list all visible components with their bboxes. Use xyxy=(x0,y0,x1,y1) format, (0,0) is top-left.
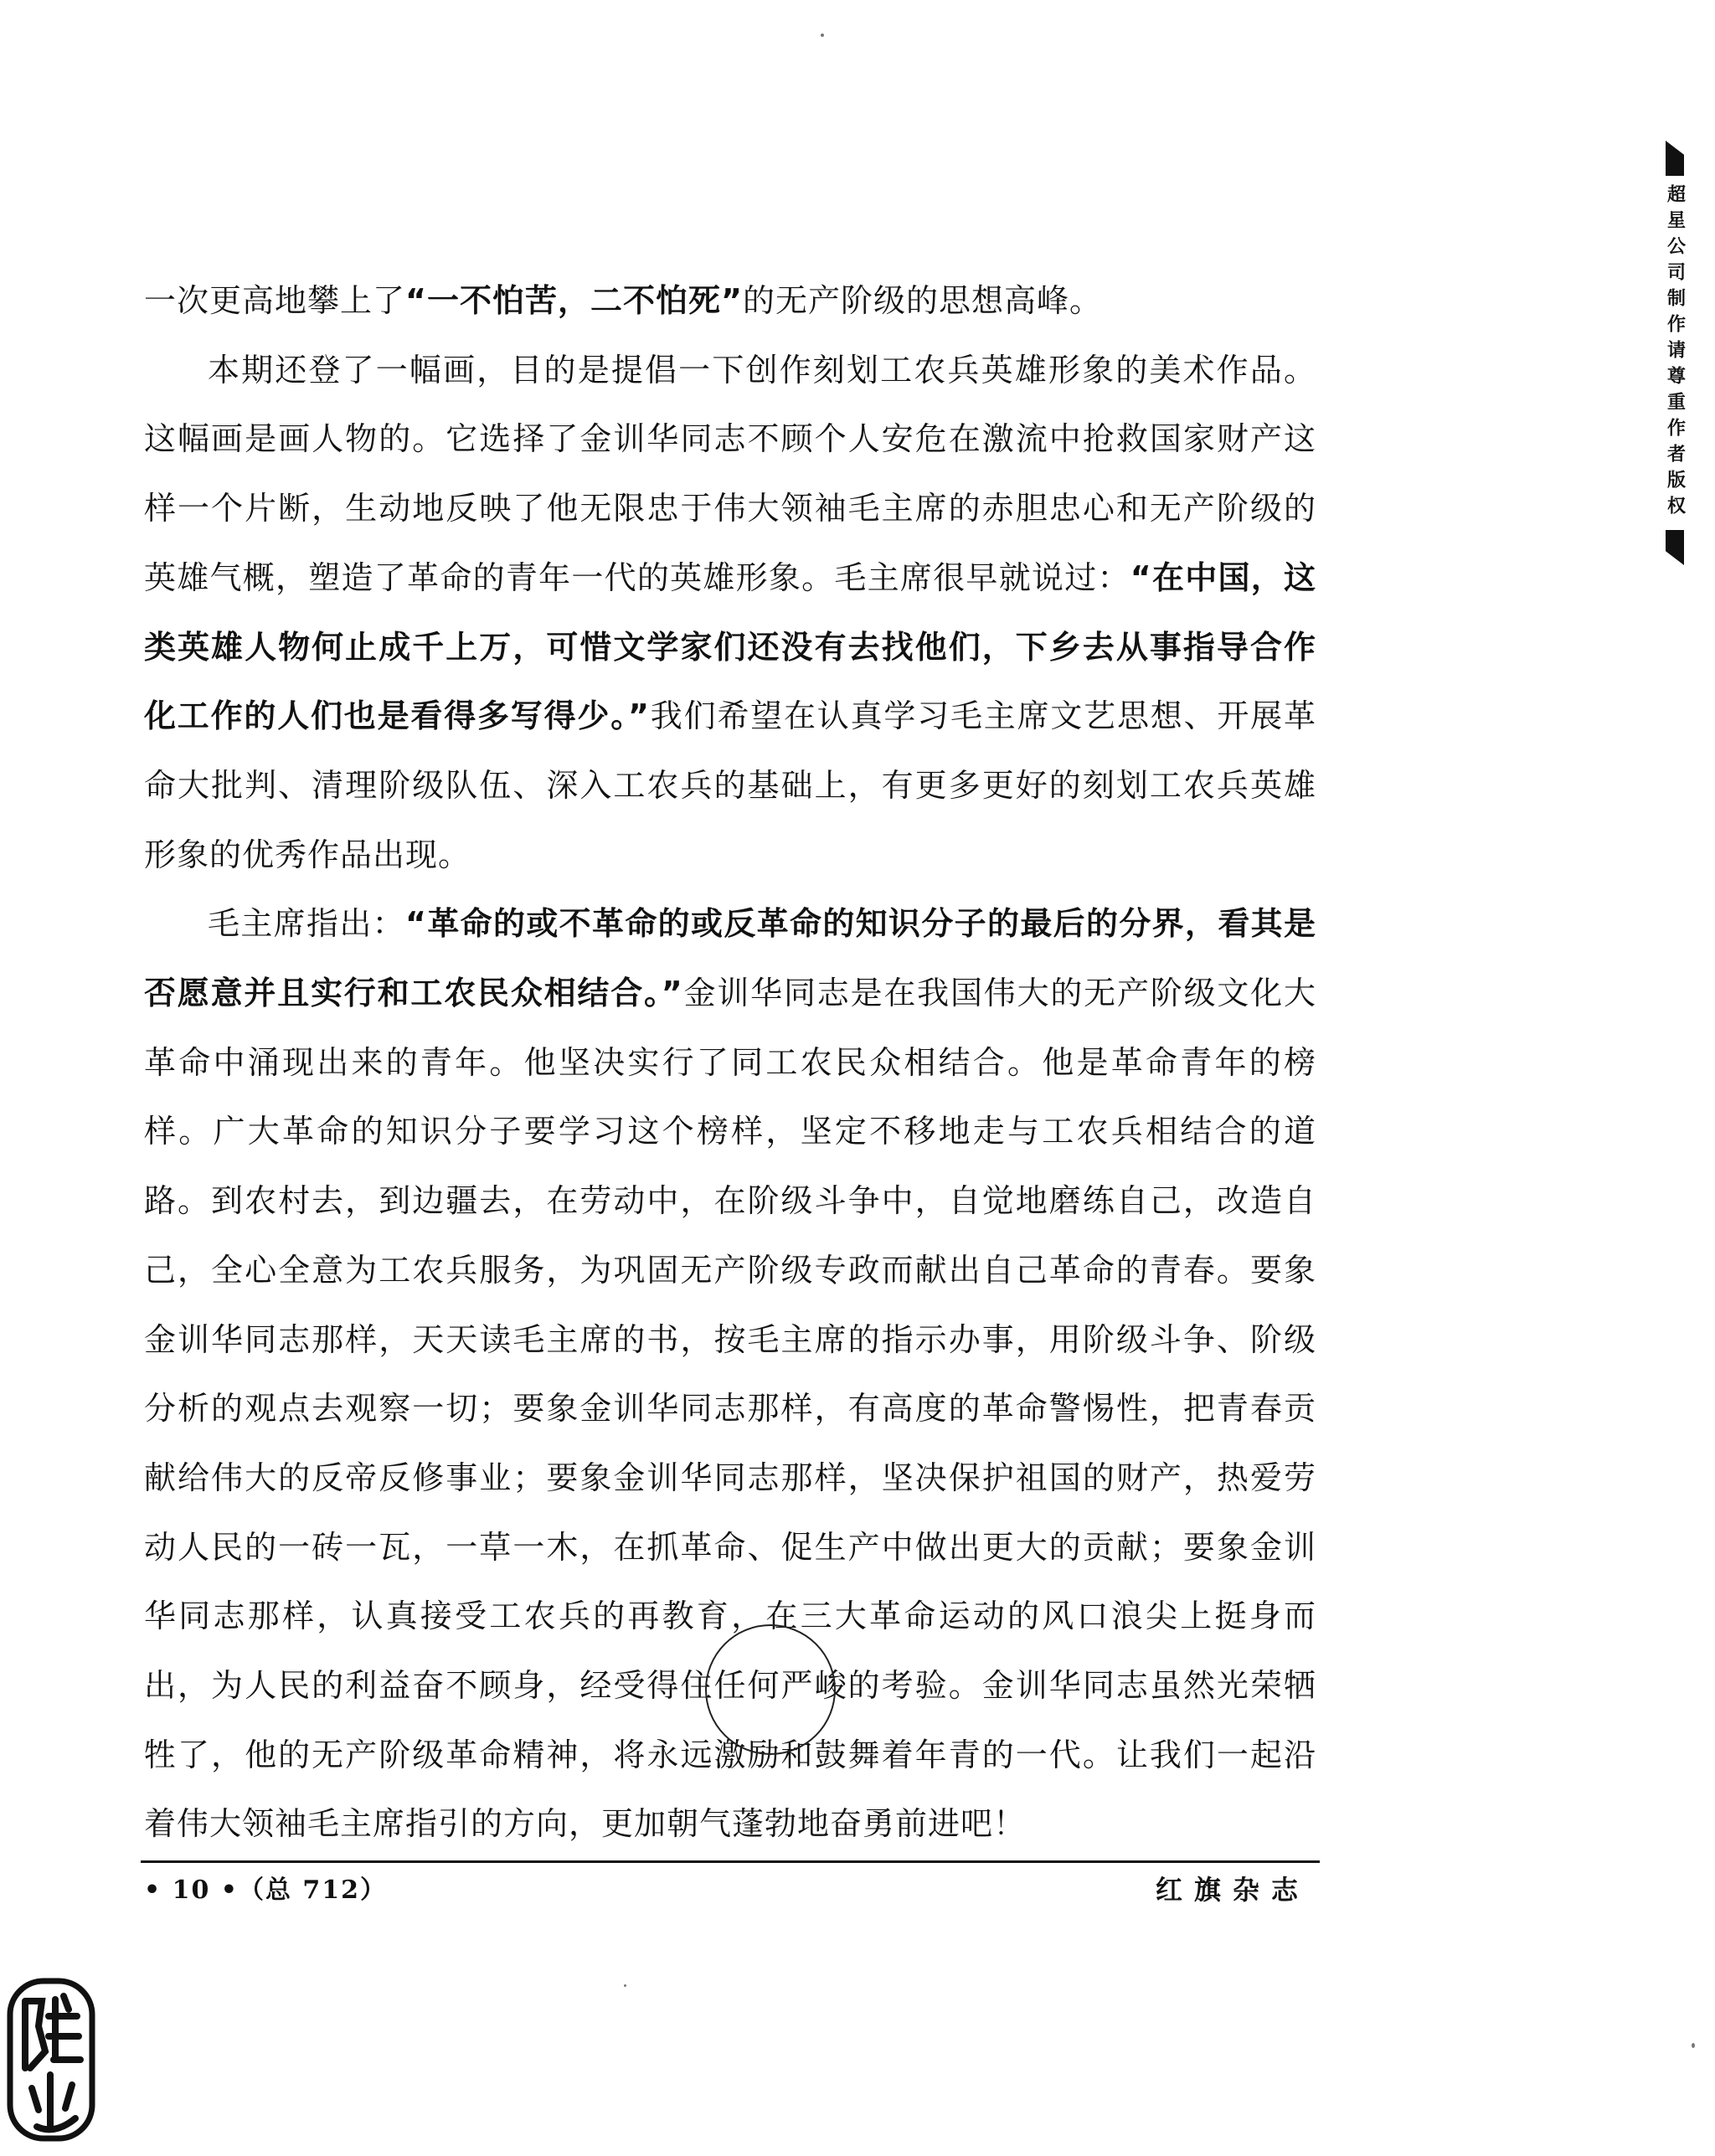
scan-speck xyxy=(821,33,824,37)
text-run: 本期还登了一幅画，目的是提倡一下创作刻划工农兵英雄形象的美术作品。这幅画是画人物的。它选择了金训华同志不顾个人安危在激流中抢救国家财产这样一个片断，生动地反映了他无限忠于伟大领袖毛主席的赤胆忠心和无产阶级的英雄气概，塑造了革命的青年一代的英雄形象。毛主席很早就说过： xyxy=(144,351,1316,596)
quoted-passage: “革命的或不革命的或反革命的知识分子的最后的分界，看其是否愿意并且实行和工农民众相结合。” xyxy=(144,905,1316,1012)
text-run: 我们希望在认真学习毛主席文艺思想、开展革命大批判、清理阶级队伍、深入工农兵的基础上，有更多更好的刻划工农兵英雄形象的优秀作品出现。 xyxy=(144,697,1316,873)
scan-speck xyxy=(1692,2043,1695,2048)
paragraph xyxy=(144,266,1316,336)
circle-mark xyxy=(705,1624,836,1755)
corner-seal-logo xyxy=(5,1976,97,2143)
watermark-bar-top xyxy=(1666,141,1684,176)
watermark-bar-bottom xyxy=(1666,530,1684,565)
text-run: 金训华同志是在我国伟大的无产阶级文化大革命中涌现出来的青年。他坚决实行了同工农民众相结合。他是革命青年的榜样。广大革命的知识分子要学习这个榜样，坚定不移地走与工农兵相结合的道路。到农村去，到边疆去，在劳动中，在阶级斗争中，自觉地磨练自己，改造自己，全心全意为工农兵服务，为巩固无产阶级专政而献出自己革命的青春。要象金训华同志那样，天天读毛主席的书，按毛主席的指示办事，用阶级斗争、阶级分析的观点去观察一切；要象金训华同志那样，有高度的革命警惕性，把青春贡献给伟大的反帝反修事业；要象金训华同志那样，坚决保护祖国的财产，热爱劳动人民的一砖一瓦，一草一木，在抓革命、促生产中做出更大的贡献；要象金训华同志那样，认真接受工农兵的再教育，在三大革命运动的风口浪尖上挺身而出，为人民的利益奋不顾身，经受得住任何严峻的考验。金训华同志虽然光荣牺牲了，他的无产阶级革命精神，将永远激励和鼓舞着年青的一代。让我们一起沿着伟大领袖毛主席指引的方向，更加朝气蓬勃地奋勇前进吧！ xyxy=(144,975,1316,1843)
journal-name: 红旗杂志 xyxy=(1155,1874,1310,1906)
watermark-text: 超星公司制作请尊重作者版权 xyxy=(1664,184,1686,522)
text-run: 毛主席指出： xyxy=(208,905,406,943)
article-body xyxy=(144,266,1316,1859)
footer-rule xyxy=(141,1860,1320,1863)
side-watermark xyxy=(1656,141,1693,565)
paragraph xyxy=(144,336,1316,890)
page-number: • 10 •（总 712） xyxy=(144,1876,388,1905)
quoted-passage: “一不怕苦，二不怕死” xyxy=(405,282,743,319)
quoted-passage: “在中国，这类英雄人物何止成千上万，可惜文学家们还没有去找他们，下乡去从事指导合作化工作的人们也是看得多写得少。” xyxy=(144,558,1316,735)
text-run: 一次更高地攀上了 xyxy=(144,282,406,319)
scan-speck xyxy=(624,1984,626,1987)
text-run: 的无产阶级的思想高峰。 xyxy=(742,282,1102,319)
